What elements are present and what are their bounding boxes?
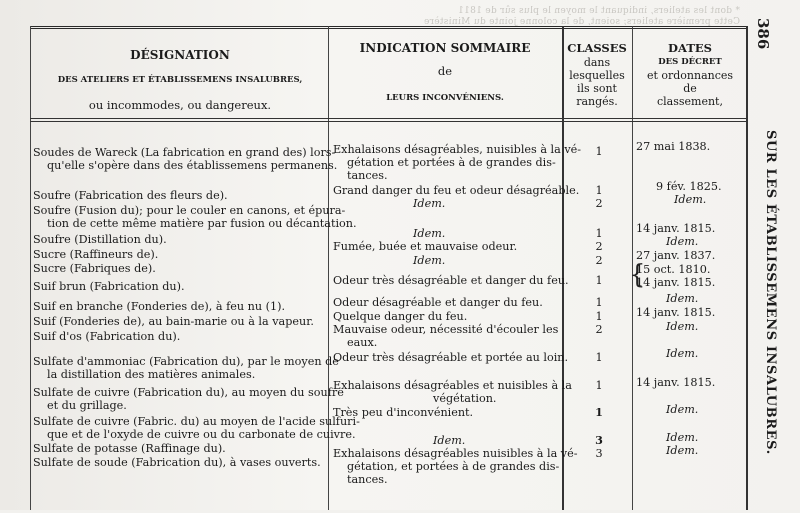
- inconvenient-line: Mauvaise odeur, nécessité d'écouler les: [333, 323, 559, 336]
- date-value: Idem.: [666, 347, 699, 360]
- designation-line: Suif brun (Fabrication du).: [33, 280, 185, 293]
- inconvenient-line: Fumée, buée et mauvaise odeur.: [333, 240, 518, 253]
- date-value: Idem.: [666, 320, 699, 333]
- class-value: 1: [595, 145, 603, 158]
- brace-symbol: {: [629, 260, 646, 290]
- date-value: Idem.: [666, 403, 699, 416]
- designation-line: que et de l'oxyde de cuivre ou du carbonate de cuivre.: [47, 428, 356, 441]
- header-rule: [30, 118, 748, 119]
- designation-line: Sucre (Fabriques de).: [33, 262, 156, 275]
- class-value: 1: [595, 351, 603, 364]
- designation-line: Soudes de Wareck (La fabrication en grand des) lors-: [33, 146, 336, 159]
- header-rule: [30, 121, 748, 122]
- inconvenient-line: eaux.: [347, 336, 378, 349]
- running-head: SUR LES ÉTABLISSEMENS INSALUBRES.: [763, 130, 778, 455]
- header-classes-l2: dans: [583, 56, 611, 69]
- designation-line: tion de cette même matière par fusion ou décantation.: [47, 217, 357, 230]
- header-classes-l4: ils sont: [577, 82, 617, 95]
- inconvenient-line: Idem.: [433, 434, 466, 447]
- header-dates-l5: classement,: [657, 95, 723, 108]
- class-value: 1: [595, 379, 603, 392]
- class-value: 2: [595, 240, 603, 253]
- header-dates-l4: de: [683, 82, 697, 95]
- designation-line: Sulfate de cuivre (Fabrication du), au moyen du soufre: [33, 386, 344, 399]
- class-value: 3: [595, 447, 603, 460]
- designation-line: la distillation des matières animales.: [47, 368, 256, 381]
- date-value: 27 janv. 1837.: [636, 249, 716, 262]
- designation-line: Suif en branche (Fonderies de), à feu nu (1).: [33, 300, 286, 313]
- class-value: 1: [595, 405, 603, 419]
- inconvenient-line: Grand danger du feu et odeur désagréable.: [333, 184, 580, 197]
- date-value: Idem.: [666, 431, 699, 444]
- class-value: 3: [595, 433, 603, 447]
- inconvenient-line: Quelque danger du feu.: [333, 310, 468, 323]
- inconvenient-line: Odeur désagréable et danger du feu.: [333, 296, 543, 309]
- header-dates-l3: et ordonnances: [646, 69, 734, 82]
- date-value: 14 janv. 1815.: [636, 306, 716, 319]
- designation-line: et du grillage.: [47, 399, 127, 412]
- header-classes-title: CLASSES: [567, 41, 627, 55]
- class-value: 2: [595, 323, 603, 336]
- header-classes-l3: lesquelles: [569, 69, 625, 82]
- inconvenient-line: Odeur très désagréable et portée au loin.: [333, 351, 569, 364]
- designation-line: Soufre (Distillation du).: [33, 233, 167, 246]
- class-value: 2: [595, 197, 603, 210]
- inconvenient-line: tances.: [347, 473, 388, 486]
- designation-line: Sulfate de soude (Fabrication du), à vases ouverts.: [33, 456, 321, 469]
- designation-line: Sucre (Raffineurs de).: [33, 248, 159, 261]
- date-value: 15 oct. 1810.: [636, 263, 711, 276]
- header-dates-title: DATES: [668, 41, 712, 55]
- header-designation-title: DÉSIGNATION: [130, 48, 230, 62]
- class-value: 1: [595, 274, 603, 287]
- page-number: 386: [754, 18, 772, 50]
- designation-line: Sulfate de potasse (Raffinage du).: [33, 442, 226, 455]
- column-rule: [30, 26, 31, 510]
- date-value: Idem.: [666, 292, 699, 305]
- bleed-through-text: * dont les ateliers, indiquant le moyen le plus sûr de 1811 Cette première ateliers; soient, de la colonne jointe du Ministère: [423, 6, 740, 27]
- date-value: Idem.: [674, 193, 707, 206]
- inconvenient-line: Exhalaisons désagréables et nuisibles à la: [333, 379, 572, 392]
- date-value: 27 mai 1838.: [636, 140, 711, 153]
- inconvenient-line: Exhalaisons désagréables nuisibles à la vé-: [333, 447, 578, 460]
- header-indication-title: INDICATION SOMMAIRE: [359, 41, 531, 55]
- date-value: 9 fév. 1825.: [656, 180, 722, 193]
- inconvenient-line: tances.: [347, 169, 388, 182]
- date-value: Idem.: [666, 444, 699, 457]
- inconvenient-line: gétation, et portées à de grandes dis-: [347, 460, 560, 473]
- designation-line: Suif (Fonderies de), au bain-marie ou à la vapeur.: [33, 315, 314, 328]
- class-value: 1: [595, 296, 603, 309]
- inconvenient-line: Idem.: [413, 254, 446, 267]
- inconvenient-line: gétation et portées à de grandes dis-: [347, 156, 556, 169]
- class-value: 1: [595, 227, 603, 240]
- designation-line: Sulfate d'ammoniac (Fabrication du), par le moyen de: [33, 355, 339, 368]
- inconvenient-line: Odeur très désagréable et danger du feu.: [333, 274, 569, 287]
- designation-line: Soufre (Fusion du); pour le couler en canons, et épura-: [33, 204, 346, 217]
- header-dates-l2: DES DÉCRET: [658, 57, 722, 67]
- inconvenient-line: végétation.: [433, 392, 497, 405]
- class-value: 1: [595, 310, 603, 323]
- date-value: 14 janv. 1815.: [636, 376, 716, 389]
- class-value: 2: [595, 254, 603, 267]
- class-value: 1: [595, 184, 603, 197]
- header-indication-sub: LEURS INCONVÉNIENS.: [386, 93, 504, 103]
- header-designation-sub: DES ATELIERS ET ÉTABLISSEMENS INSALUBRES,: [57, 75, 303, 85]
- header-indication-de: de: [437, 64, 453, 78]
- inconvenient-line: Très peu d'inconvénient.: [333, 406, 474, 419]
- date-value: 14 janv. 1815.: [636, 276, 716, 289]
- designation-line: Sulfate de cuivre (Fabric. du) au moyen de l'acide sulfuri-: [33, 415, 360, 428]
- header-designation-sub2: ou incommodes, ou dangereux.: [88, 98, 272, 112]
- inconvenient-line: Idem.: [413, 197, 446, 210]
- designation-line: qu'elle s'opère dans des établissemens permanens.: [47, 159, 338, 172]
- inconvenient-line: Idem.: [413, 227, 446, 240]
- designation-line: Soufre (Fabrication des fleurs de).: [33, 189, 228, 202]
- header-classes-l5: rangés.: [576, 95, 618, 108]
- inconvenient-line: Exhalaisons désagréables, nuisibles à la vé-: [333, 143, 582, 156]
- date-value: 14 janv. 1815.: [636, 222, 716, 235]
- designation-line: Suif d'os (Fabrication du).: [33, 330, 181, 343]
- date-value: Idem.: [666, 235, 699, 248]
